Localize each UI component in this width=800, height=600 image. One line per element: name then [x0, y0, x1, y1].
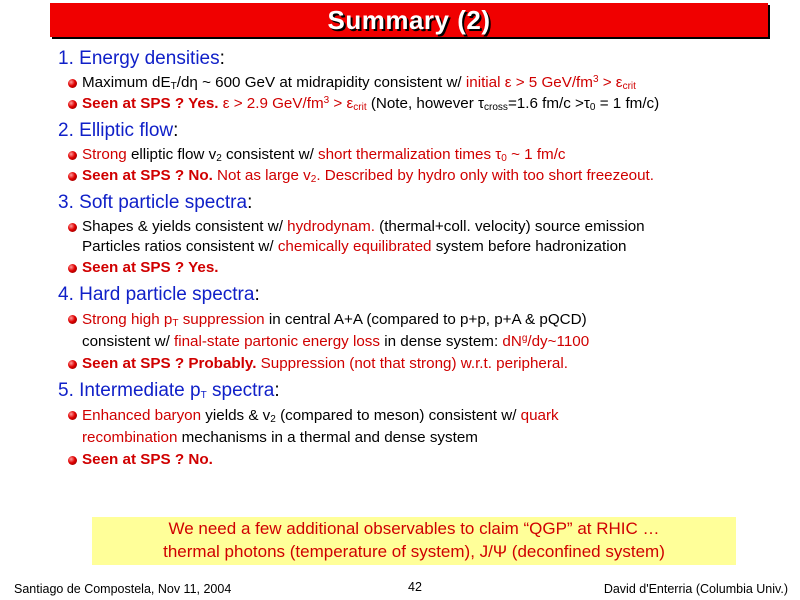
section-title: Soft particle spectra [79, 192, 248, 213]
sps-verdict: Seen at SPS ? No. [82, 451, 213, 468]
bullet-dot-icon [68, 456, 77, 465]
title-bar [50, 3, 768, 37]
heading-colon: : [219, 48, 225, 69]
bullet-item [82, 94, 798, 114]
text: Maximum dE [82, 74, 171, 91]
continuation-line [82, 331, 798, 353]
subscript: cross [484, 102, 508, 113]
highlight-text: > ε [598, 74, 623, 91]
subscript: 2 [216, 153, 222, 164]
page-number: 42 [408, 580, 422, 594]
heading-colon: : [247, 192, 253, 213]
highlight-text: initial ε > 5 GeV/fm [465, 74, 593, 91]
slide-title: Summary (2) [327, 4, 491, 35]
subscript: 2 [310, 174, 317, 185]
bullet-item [82, 73, 798, 93]
heading-colon: : [173, 120, 179, 141]
subscript: crit [622, 81, 636, 92]
subscript: 0 [501, 153, 507, 164]
sps-verdict: Seen at SPS ? Probably. [82, 355, 257, 372]
highlight-text: hydrodynam. [287, 218, 375, 235]
bullet-dot-icon [68, 411, 77, 420]
highlight-text: short thermalization times τ [318, 146, 502, 163]
text: Particles ratios consistent w/ [82, 238, 278, 255]
text: /dη ~ 600 GeV at midrapidity consistent w/ [176, 74, 466, 91]
bullet-item [82, 354, 798, 374]
highlight-text: recombination [82, 429, 178, 446]
section-number: 2. [58, 120, 74, 141]
highlight-text: final-state partonic energy loss [174, 333, 380, 350]
text: yields & v [201, 407, 271, 424]
section-number: 5. [58, 380, 74, 401]
bullet-dot-icon [68, 79, 77, 88]
text: in central A+A (compared to p+p, p+A & pQCD) [264, 311, 587, 328]
text: =1.6 fm/c >τ [507, 95, 590, 112]
sps-verdict: Seen at SPS ? Yes. [82, 259, 219, 276]
bullet-dot-icon [68, 172, 77, 181]
text: elliptic flow v [126, 146, 217, 163]
highlight-text: dN [502, 333, 522, 350]
section-number: 3. [58, 192, 74, 213]
bullet-item [82, 145, 798, 165]
continuation-line [82, 427, 798, 449]
sps-verdict: Seen at SPS ? No. [82, 167, 213, 184]
subscript: T [172, 318, 179, 329]
bullet-item [82, 166, 798, 186]
bullet-dot-icon [68, 151, 77, 160]
bullet-dot-icon [68, 223, 77, 232]
subscript: T [170, 81, 177, 92]
text: Shapes & yields consistent w/ [82, 218, 288, 235]
text: (compared to meson) consistent w/ [275, 407, 521, 424]
text: mechanisms in a thermal and dense system [177, 429, 478, 446]
conclusion-box [92, 517, 736, 565]
footer-venue: Santiago de Compostela, Nov 11, 2004 [14, 582, 232, 596]
section-heading [58, 118, 798, 144]
section-title: Intermediate p [79, 380, 201, 401]
heading-colon: : [254, 284, 260, 305]
subscript: T [200, 390, 207, 401]
bullet-item [82, 450, 798, 470]
bullet-item [82, 237, 798, 257]
highlight-text: ~ 1 fm/c [506, 146, 566, 163]
bullet-item [82, 258, 798, 278]
section-intermediate-pt-spectra [58, 378, 798, 470]
section-heading [58, 190, 798, 216]
subscript: 0 [589, 102, 596, 113]
section-energy-densities [58, 46, 798, 114]
highlight-text: Enhanced baryon [82, 407, 202, 424]
footer-author: David d'Enterria (Columbia Univ.) [603, 582, 788, 596]
section-title: Hard particle spectra [79, 284, 255, 305]
section-hard-particle-spectra [58, 282, 798, 374]
section-heading [58, 46, 798, 72]
text: in dense system: [380, 333, 503, 350]
bullet-item [82, 217, 798, 237]
highlight-text: Suppression (not that strong) w.r.t. peripheral. [256, 355, 568, 372]
bullet-item [82, 309, 798, 353]
text: consistent w/ [82, 333, 175, 350]
conclusion-line-2: thermal photons (temperature of system), J/Ψ (deconfined system) [163, 542, 665, 561]
section-number: 4. [58, 284, 74, 305]
highlight-text: chemically equilibrated [277, 238, 432, 255]
conclusion-line-1: We need a few additional observables to claim “QGP” at RHIC … [168, 519, 660, 538]
highlight-text: > ε [329, 95, 354, 112]
highlight-text: Strong high p [82, 311, 173, 328]
subscript: crit [353, 102, 367, 113]
section-title: Energy densities [79, 48, 220, 69]
bullet-dot-icon [68, 360, 77, 369]
section-soft-particle-spectra [58, 190, 798, 278]
highlight-text: /dy~1100 [527, 333, 590, 350]
section-number: 1. [58, 48, 74, 69]
section-elliptic-flow [58, 118, 798, 186]
text: consistent w/ [221, 146, 319, 163]
section-title: Elliptic flow [79, 120, 174, 141]
section-heading [58, 378, 798, 404]
section-heading [58, 282, 798, 308]
bullet-item [82, 405, 798, 449]
superscript: g [521, 333, 528, 344]
highlight-text: ε > 2.9 GeV/fm [218, 95, 324, 112]
text: (Note, however τ [366, 95, 485, 112]
highlight-text: quark [520, 407, 559, 424]
subscript: 2 [270, 414, 276, 425]
highlight-text: . Described by hydro only with too short freezeout. [316, 167, 654, 184]
bullet-dot-icon [68, 264, 77, 273]
text: system before hadronization [431, 238, 627, 255]
sps-verdict: Seen at SPS ? Yes. [82, 95, 219, 112]
text: (thermal+coll. velocity) source emission [374, 218, 645, 235]
bullet-dot-icon [68, 100, 77, 109]
bullet-dot-icon [68, 315, 77, 324]
superscript: 3 [323, 95, 330, 106]
heading-colon: : [274, 380, 280, 401]
highlight-text: suppression [178, 311, 265, 328]
text: = 1 fm/c) [595, 95, 660, 112]
section-title-rest: spectra [206, 380, 275, 401]
slide-content [58, 46, 798, 474]
superscript: 3 [592, 74, 599, 85]
highlight-text: Strong [82, 146, 127, 163]
highlight-text: Not as large v [212, 167, 311, 184]
